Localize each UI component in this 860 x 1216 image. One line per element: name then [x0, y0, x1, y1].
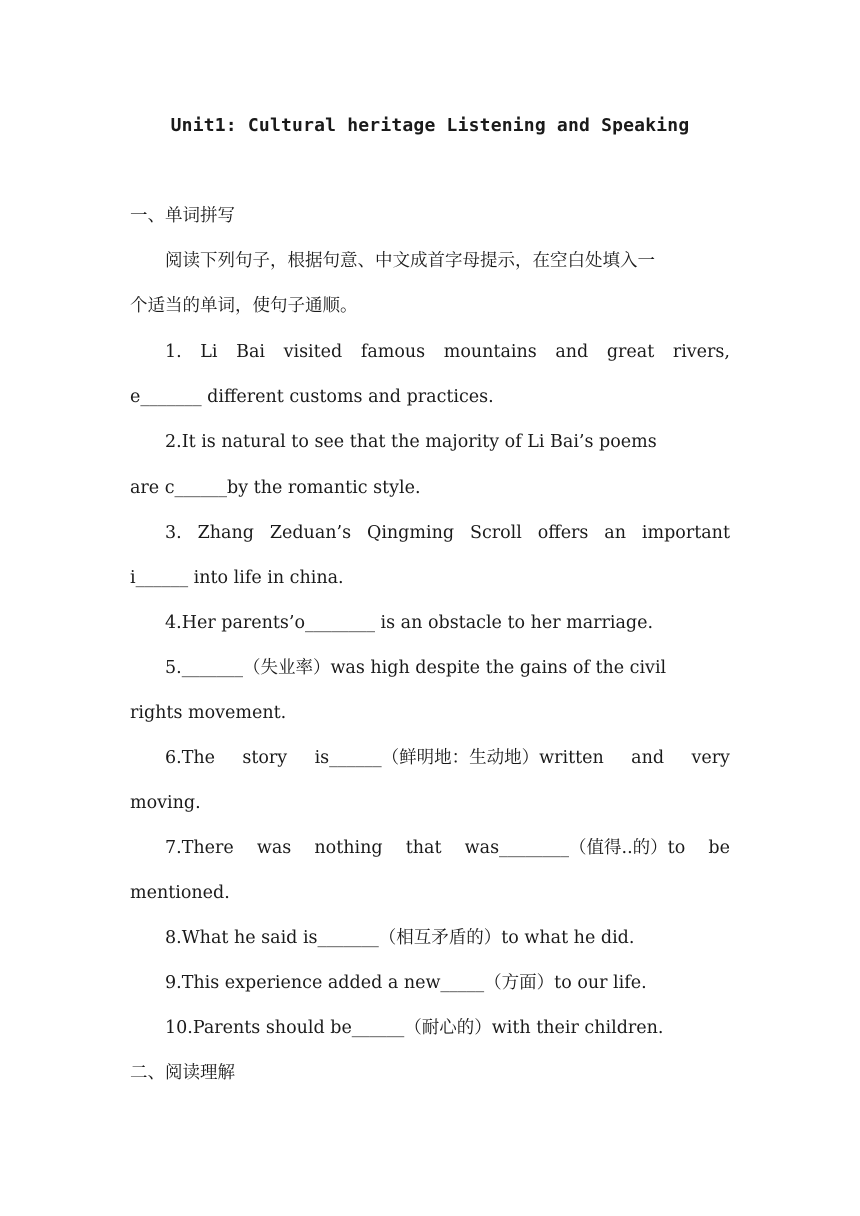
question-1-line-2: e_______ different customs and practices. [130, 387, 494, 407]
question-4-line-1: 4.Her parents’o________ is an obstacle to her marriage. [165, 613, 654, 633]
question-5-line-1: 5._______（失业率）was high despite the gains of the civil [165, 658, 667, 678]
question-2-line-1: 2.It is natural to see that the majority of Li Bai’s poems [165, 432, 657, 452]
question-8-line-1: 8.What he said is_______（相互矛盾的）to what he did. [165, 928, 635, 948]
question-9-line-1: 9.This experience added a new_____（方面）to our life. [165, 973, 647, 993]
q7-word: 7.There [165, 838, 234, 858]
q1-word: Li [200, 342, 218, 362]
q6-word: story [242, 748, 288, 768]
section-heading-reading: 二、阅读理解 [130, 1063, 235, 1083]
question-6-line-2: moving. [130, 793, 201, 813]
q7-word: that [405, 838, 442, 858]
q6-word: is______（鲜明地：生动地）written [314, 748, 604, 768]
q1-word: rivers, [672, 342, 730, 362]
q1-word: 1. [165, 342, 182, 362]
question-7-line-2: mentioned. [130, 883, 230, 903]
question-6-line-1 [165, 746, 730, 770]
q3-word: Scroll [469, 523, 522, 543]
question-3-line-1 [165, 521, 730, 545]
q1-word: visited [283, 342, 343, 362]
q3-word: important [641, 523, 730, 543]
q7-word: nothing [314, 838, 383, 858]
q6-word: very [691, 748, 730, 768]
q1-word: Bai [236, 342, 265, 362]
q6-word: 6.The [165, 748, 215, 768]
section-heading-spelling: 一、单词拼写 [130, 206, 235, 226]
q3-word: 3. [165, 523, 182, 543]
q3-word: Zhang [197, 523, 254, 543]
question-10-line-1: 10.Parents should be______（耐心的）with their children. [165, 1018, 664, 1038]
q7-word: was [256, 838, 292, 858]
q1-word: mountains [443, 342, 537, 362]
question-5-line-2: rights movement. [130, 703, 287, 723]
q1-word: and [555, 342, 589, 362]
question-2-line-2: are c______by the romantic style. [130, 478, 421, 498]
question-3-line-2: i______ into life in china. [130, 568, 344, 588]
question-7-line-1 [165, 836, 730, 860]
instruction-line-2: 个适当的单词，使句子通顺。 [130, 296, 358, 316]
q3-word: an [604, 523, 627, 543]
document-title: Unit1: Cultural heritage Listening and Speaking [170, 115, 690, 136]
instruction-line-1: 阅读下列句子，根据句意、中文成首字母提示，在空白处填入一 [165, 251, 655, 271]
q3-word: Zeduan’s [269, 523, 352, 543]
q3-word: Qingming [366, 523, 455, 543]
q7-word: be [708, 838, 730, 858]
q7-word: was________（值得..的）to [464, 838, 686, 858]
q1-word: famous [360, 342, 426, 362]
question-1-line-1 [165, 340, 730, 364]
q3-word: offers [537, 523, 589, 543]
q6-word: and [631, 748, 665, 768]
q1-word: great [606, 342, 655, 362]
